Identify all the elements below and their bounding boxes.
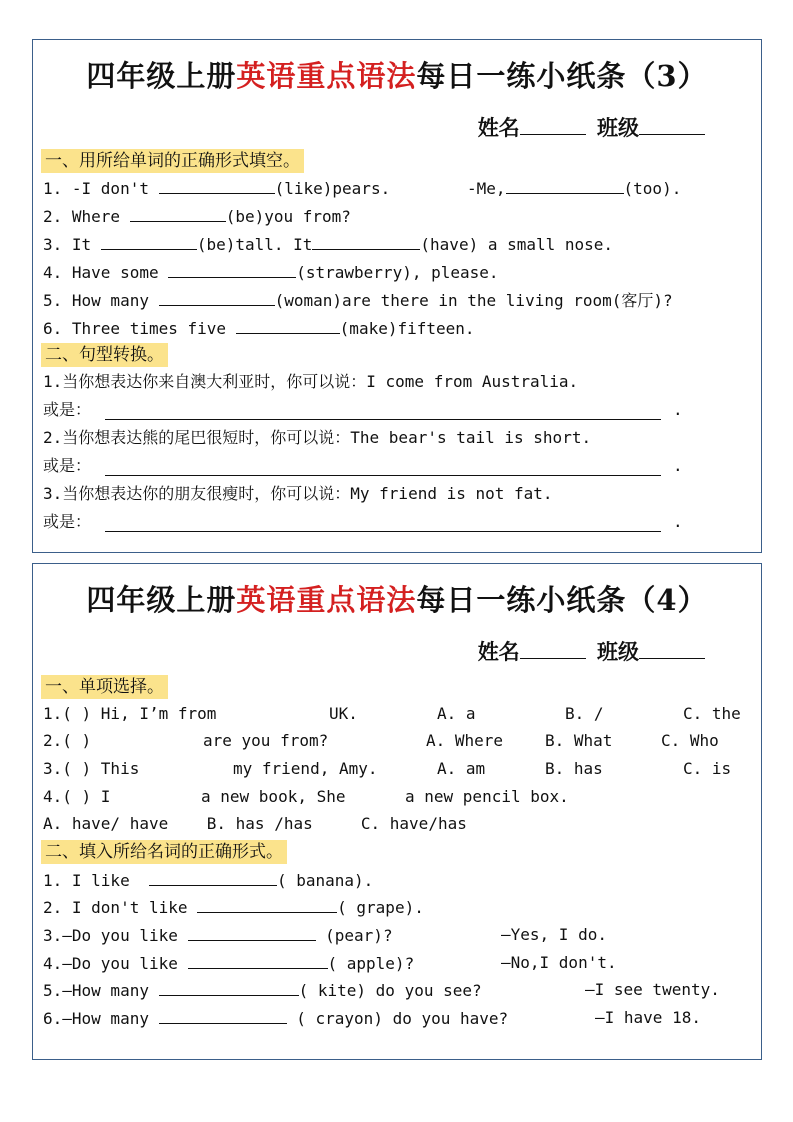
noun-question-2	[43, 896, 424, 919]
mc-option-c[interactable]: C. Who	[661, 731, 719, 750]
worksheet-card-3	[32, 39, 762, 553]
text: 4. Have some	[43, 263, 159, 282]
worksheet-card-4	[32, 563, 762, 1060]
card-title	[33, 54, 761, 95]
question-1	[43, 177, 390, 200]
section-heading: 二、句型转换。	[41, 343, 168, 367]
mc-option-a[interactable]: A. am	[437, 759, 486, 778]
mc-text: my friend, Amy.	[233, 759, 378, 778]
name-label: 姓名	[477, 115, 520, 140]
answer-blank[interactable]	[159, 1007, 287, 1024]
text: (strawberry), please.	[296, 263, 499, 282]
class-label: 班级	[597, 639, 639, 664]
text: -Me,	[467, 179, 506, 198]
text: ( crayon) do you have?	[296, 1009, 509, 1028]
answer-blank[interactable]	[159, 177, 275, 194]
mc-options-4: A. have/ have B. has /has C. have/has	[43, 814, 467, 833]
text: 6. Three times five	[43, 319, 227, 338]
noun-question-5	[43, 979, 482, 1002]
class-blank[interactable]	[639, 638, 705, 659]
answer-blank[interactable]	[101, 233, 197, 250]
mc-option-b[interactable]: B. What	[545, 731, 613, 750]
text: 2. I don't like	[43, 898, 188, 917]
answer-blank[interactable]	[312, 233, 420, 250]
text: (woman)are there in the living room(客厅)?	[274, 291, 673, 310]
mc-option-c[interactable]: C. the	[683, 704, 741, 723]
text: (pear)?	[325, 926, 393, 945]
title-highlight: 英语重点语法	[236, 59, 417, 93]
question-4	[43, 261, 499, 284]
name-label: 姓名	[477, 639, 520, 664]
mc-text: are you from?	[203, 731, 329, 750]
answer-blank[interactable]	[506, 177, 624, 194]
transform-2: 2.当你想表达熊的尾巴很短时，你可以说：The bear's tail is short.	[43, 428, 592, 447]
mc-text: a new pencil box.	[405, 787, 569, 806]
text: 3. It	[43, 235, 92, 254]
mc-question-4: 4.( ) I	[43, 787, 111, 806]
mc-option-b[interactable]: B. /	[565, 704, 604, 723]
noun-question-4	[43, 952, 414, 975]
noun-question-6	[43, 1007, 508, 1030]
answer-blank[interactable]	[236, 317, 340, 334]
text: 1. -I don't	[43, 179, 149, 198]
text: (like)pears.	[274, 179, 391, 198]
title-part: 四年级上册	[86, 59, 237, 93]
question-3	[43, 233, 613, 256]
class-blank[interactable]	[639, 114, 705, 135]
mc-option-c[interactable]: C. is	[683, 759, 732, 778]
title-part: 每日一练小纸条（3）	[416, 59, 708, 93]
noun-answer-5: —I see twenty.	[585, 980, 720, 999]
answer-line[interactable]	[105, 531, 661, 532]
transform-1: 1.当你想表达你来自澳大利亚时，你可以说：I come from Australia.	[43, 372, 579, 391]
answer-blank[interactable]	[188, 952, 328, 969]
answer-line[interactable]	[105, 475, 661, 476]
text: (too).	[623, 179, 682, 198]
answer-blank[interactable]	[149, 869, 277, 886]
section-heading: 二、填入所给名词的正确形式。	[41, 840, 287, 864]
text: 2. Where	[43, 207, 121, 226]
transform-3: 3.当你想表达你的朋友很瘦时，你可以说：My friend is not fat.	[43, 484, 553, 503]
title-highlight: 英语重点语法	[236, 583, 417, 617]
noun-answer-4: —No,I don't.	[501, 953, 617, 972]
or-label: 或是：	[43, 512, 92, 531]
period: .	[673, 456, 683, 475]
text: (make)fifteen.	[339, 319, 475, 338]
section-heading: 一、用所给单词的正确形式填空。	[41, 149, 304, 173]
text: (have) a small nose.	[420, 235, 614, 254]
or-label: 或是：	[43, 400, 92, 419]
noun-question-3	[43, 924, 393, 947]
answer-line[interactable]	[105, 419, 661, 420]
card-title	[33, 578, 761, 619]
name-class-row	[478, 636, 709, 666]
noun-answer-3: —Yes, I do.	[501, 925, 607, 944]
question-5	[43, 289, 673, 312]
text: 4.—Do you like	[43, 954, 178, 973]
answer-blank[interactable]	[188, 924, 316, 941]
mc-text: a new book, She	[201, 787, 346, 806]
mc-question-2: 2.( )	[43, 731, 92, 750]
title-part: 每日一练小纸条（4）	[416, 583, 708, 617]
text: 5.—How many	[43, 981, 149, 1000]
answer-blank[interactable]	[197, 896, 337, 913]
text: ( apple)?	[327, 954, 415, 973]
name-blank[interactable]	[520, 638, 586, 659]
text: ( banana).	[276, 871, 374, 890]
answer-blank[interactable]	[168, 261, 296, 278]
text: 1. I like	[43, 871, 130, 890]
question-1-part2	[467, 177, 681, 200]
title-part: 四年级上册	[86, 583, 237, 617]
text: 3.—Do you like	[43, 926, 178, 945]
answer-blank[interactable]	[159, 979, 299, 996]
period: .	[673, 400, 683, 419]
mc-option-b[interactable]: B. has	[545, 759, 603, 778]
mc-option-a[interactable]: A. Where	[426, 731, 504, 750]
mc-question-1: 1.( ) Hi, I’m from	[43, 704, 217, 723]
name-class-row	[478, 112, 709, 142]
mc-text: UK.	[329, 704, 358, 723]
answer-blank[interactable]	[159, 289, 275, 306]
noun-question-1	[43, 869, 373, 892]
answer-blank[interactable]	[130, 205, 226, 222]
question-2	[43, 205, 351, 228]
or-label: 或是：	[43, 456, 92, 475]
text: ( grape).	[337, 898, 424, 917]
class-label: 班级	[597, 115, 639, 140]
question-6	[43, 317, 475, 340]
noun-answer-6: —I have 18.	[595, 1008, 701, 1027]
text: ( kite) do you see?	[298, 981, 482, 1000]
text: 6.—How many	[43, 1009, 149, 1028]
mc-option-a[interactable]: A. a	[437, 704, 476, 723]
text: (be)you from?	[225, 207, 351, 226]
section-heading: 一、单项选择。	[41, 675, 168, 699]
mc-question-3: 3.( ) This	[43, 759, 140, 778]
text: (be)tall. It	[196, 235, 313, 254]
name-blank[interactable]	[520, 114, 586, 135]
text: 5. How many	[43, 291, 149, 310]
period: .	[673, 512, 683, 531]
